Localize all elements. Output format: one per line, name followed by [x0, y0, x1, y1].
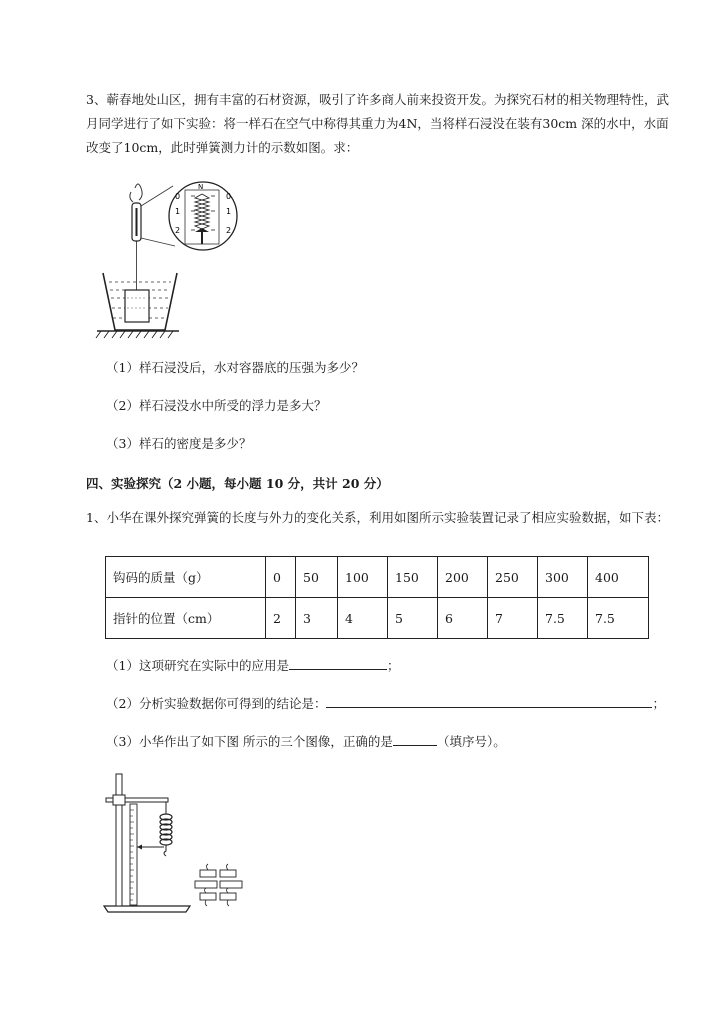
answer-blank-2[interactable] [326, 707, 652, 708]
row-header-mass: 钩码的质量（g） [106, 557, 266, 598]
table-cell: 6 [438, 598, 488, 639]
table-row [106, 557, 649, 598]
table-cell: 300 [538, 557, 588, 598]
scale-tick-1-left: 1 [175, 207, 181, 216]
table-cell: 250 [488, 557, 538, 598]
answer-blank-1[interactable] [289, 669, 387, 670]
table-cell: 2 [266, 598, 296, 639]
table-cell: 7.5 [588, 598, 649, 639]
answer-blank-3[interactable] [393, 745, 437, 746]
question-1-sub-2 [106, 694, 665, 714]
scale-tick-2-right: 2 [226, 226, 232, 235]
table-row [106, 598, 649, 639]
table-cell: 400 [588, 557, 649, 598]
question-3-text: 3、蕲春地处山区，拥有丰富的石材资源，吸引了许多商人前来投资开发。为探究石材的相关物理特性，武月同学进行了如下实验：将一样石在空气中称得其重力为4N，当将样石浸没在装有30cm 深的水中，水面改变了10cm，此时弹簧测力计的示数如图。求： [86, 92, 669, 155]
scale-unit-label: N [198, 183, 204, 191]
data-table [105, 556, 649, 639]
section-4-heading: 四、实验探究（2 小题，每小题 10 分，共计 20 分） [86, 476, 389, 491]
scale-tick-0-left: 0 [175, 192, 181, 201]
spring-stand-figure [100, 770, 250, 918]
scale-tick-1-right: 1 [226, 207, 232, 216]
question-1-sub-3 [106, 732, 506, 752]
sub-1-prefix: （1）这项研究在实际中的应用是 [106, 658, 289, 673]
sub-3-prefix: （3）小华作出了如下图 所示的三个图像，正确的是 [106, 734, 393, 749]
sub-2-prefix: （2）分析实验数据你可得到的结论是： [106, 696, 327, 711]
table-cell: 5 [388, 598, 438, 639]
question-1-text: 1、小华在课外探究弹簧的长度与外力的变化关系，利用如图所示实验装置记录了相应实验数据，如下表： [86, 510, 669, 525]
spring-scale-figure [95, 178, 245, 343]
table-cell: 7.5 [538, 598, 588, 639]
sub-1-suffix: ； [386, 658, 400, 673]
scale-tick-2-left: 2 [175, 226, 181, 235]
table-cell: 150 [388, 557, 438, 598]
question-1-sub-1 [106, 656, 399, 676]
row-header-position: 指针的位置（cm） [106, 598, 266, 639]
table-cell: 200 [438, 557, 488, 598]
table-cell: 0 [266, 557, 296, 598]
table-cell: 100 [338, 557, 388, 598]
question-3-sub-2: （2）样石浸没水中所受的浮力是多大？ [106, 398, 327, 413]
question-3-sub-3: （3）样石的密度是多少？ [106, 436, 252, 451]
question-3-sub-1: （1）样石浸没后，水对容器底的压强为多少？ [106, 360, 364, 375]
table-cell: 4 [338, 598, 388, 639]
sub-3-suffix: （填序号）。 [436, 734, 506, 749]
sub-2-suffix: ； [652, 696, 665, 711]
scale-tick-0-right: 0 [226, 192, 232, 201]
table-cell: 3 [296, 598, 338, 639]
table-cell: 50 [296, 557, 338, 598]
table-cell: 7 [488, 598, 538, 639]
